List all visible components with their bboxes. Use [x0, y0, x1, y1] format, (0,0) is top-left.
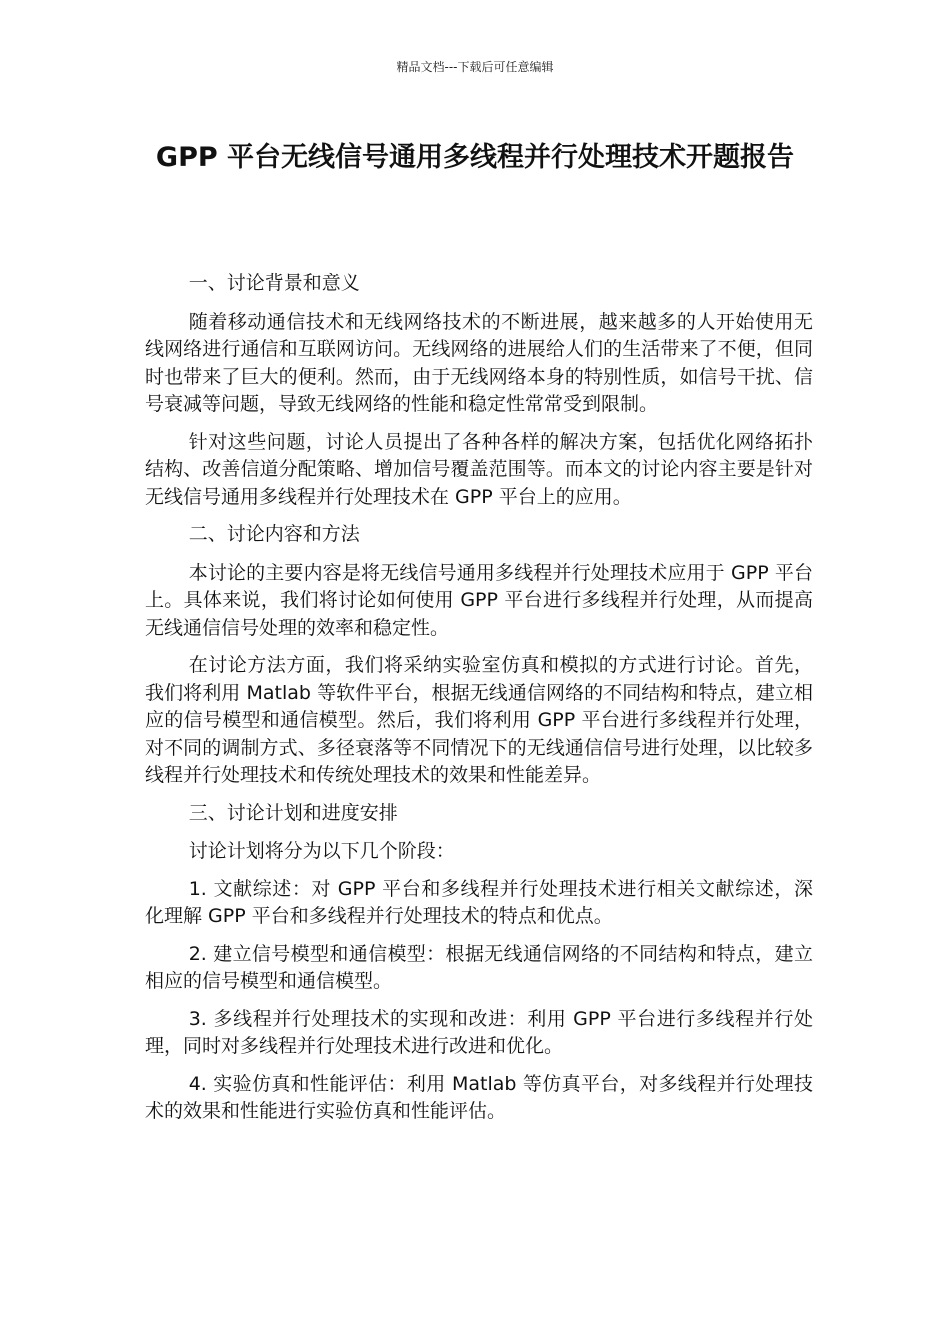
section-heading-background: 一、讨论背景和意义	[188, 272, 360, 294]
paragraph-plan-intro: 讨论计划将分为以下几个阶段：	[188, 840, 455, 862]
section-heading-plan: 三、讨论计划和进度安排	[188, 801, 398, 824]
plan-item-1: 1. 文献综述：对 GPP 平台和多线程并行处理技术进行相关文献综述，深化理解 GPP 平台和多线程并行处理技术的特点和优点。	[145, 877, 813, 927]
paragraph-method: 在讨论方法方面，我们将采纳实验室仿真和模拟的方式进行讨论。首先，我们将利用 Matlab 等软件平台，根据无线通信网络的不同结构和特点，建立相应的信号模型和通信模型。然后，我们将利用 GPP 平台进行多线程并行处理，对不同的调制方式、多径衰落等不同情况下的无线通信信号进行处理，以比较多线程并行处理技术和传统处理技术的效果和性能差异。	[145, 654, 813, 786]
document-title: GPP 平台无线信号通用多线程并行处理技术开题报告	[155, 142, 795, 173]
paragraph-background-1: 随着移动通信技术和无线网络技术的不断进展，越来越多的人开始使用无线网络进行通信和互联网访问。无线网络的进展给人们的生活带来了不便，但同时也带来了巨大的便利。然而，由于无线网络本身的特别性质，如信号干扰、信号衰减等问题，导致无线网络的性能和稳定性常常受到限制。	[145, 310, 813, 415]
document-body	[145, 270, 813, 1136]
plan-item-4: 4. 实验仿真和性能评估：利用 Matlab 等仿真平台，对多线程并行处理技术的效果和性能进行实验仿真和性能评估。	[145, 1072, 813, 1122]
paragraph-background-2: 针对这些问题，讨论人员提出了各种各样的解决方案，包括优化网络拓扑结构、改善信道分配策略、增加信号覆盖范围等。而本文的讨论内容主要是针对无线信号通用多线程并行处理技术在 GPP 平台上的应用。	[145, 430, 813, 508]
paragraph-content: 本讨论的主要内容是将无线信号通用多线程并行处理技术应用于 GPP 平台上。具体来说，我们将讨论如何使用 GPP 平台进行多线程并行处理，从而提高无线通信信号处理的效率和稳定性。	[145, 561, 813, 639]
section-heading-content-method: 二、讨论内容和方法	[188, 523, 360, 545]
plan-item-2: 2. 建立信号模型和通信模型：根据无线通信网络的不同结构和特点，建立相应的信号模型和通信模型。	[145, 942, 813, 992]
page-header: 精品文档---下载后可任意编辑	[396, 60, 554, 74]
plan-item-3: 3. 多线程并行处理技术的实现和改进：利用 GPP 平台进行多线程并行处理，同时对多线程并行处理技术进行改进和优化。	[145, 1007, 813, 1057]
